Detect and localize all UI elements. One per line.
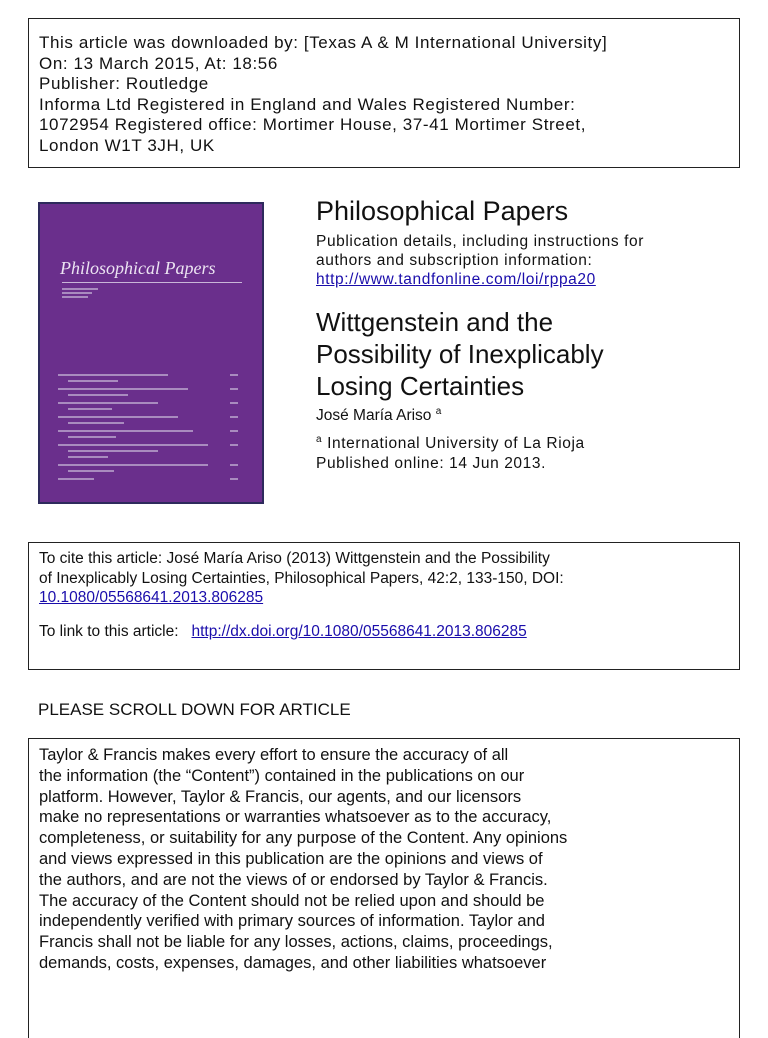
journal-title: Philosophical Papers bbox=[316, 196, 569, 226]
cover-contents-line bbox=[68, 408, 112, 410]
scroll-notice: PLEASE SCROLL DOWN FOR ARTICLE bbox=[38, 700, 351, 719]
author-affiliation-marker: a bbox=[435, 406, 442, 417]
citation-line: To cite this article: José María Ariso (2013) Wittgenstein and the Possibility bbox=[39, 550, 550, 567]
journal-url-link[interactable]: http://www.tandfonline.com/loi/rppa20 bbox=[316, 271, 596, 288]
cover-rule bbox=[62, 282, 242, 283]
cover-contents-line bbox=[58, 464, 208, 466]
cover-contents-line bbox=[68, 394, 128, 396]
cover-page-number bbox=[230, 388, 238, 390]
disclaimer-line: The accuracy of the Content should not be relied upon and should be bbox=[39, 891, 545, 910]
disclaimer-line: independently verified with primary sources of information. Taylor and bbox=[39, 912, 545, 931]
cover-page-number bbox=[230, 402, 238, 404]
article-title-line: Possibility of Inexplicably bbox=[316, 339, 604, 369]
cover-contents-line bbox=[68, 450, 158, 452]
cover-page-number bbox=[230, 478, 238, 480]
cover-volume-mark bbox=[62, 292, 92, 294]
disclaimer-line: demands, costs, expenses, damages, and other liabilities whatsoever bbox=[39, 953, 547, 972]
cover-contents-line bbox=[58, 388, 188, 390]
cover-contents-line bbox=[68, 422, 124, 424]
disclaimer-line: Francis shall not be liable for any losses, actions, claims, proceedings, bbox=[39, 933, 553, 952]
disclaimer-line: and views expressed in this publication are the opinions and views of bbox=[39, 849, 543, 868]
publication-details-line: authors and subscription information: bbox=[316, 252, 593, 269]
cover-contents-line bbox=[68, 380, 118, 382]
cover-contents-line bbox=[58, 374, 168, 376]
download-line: Informa Ltd Registered in England and Wales Registered Number: bbox=[39, 94, 576, 114]
journal-cover-panel bbox=[40, 204, 262, 502]
published-date: Published online: 14 Jun 2013. bbox=[316, 455, 546, 473]
cover-page-number bbox=[230, 430, 238, 432]
author-name bbox=[316, 406, 441, 425]
citation-line: of Inexplicably Losing Certainties, Philosophical Papers, 42:2, 133-150, DOI: bbox=[39, 569, 564, 587]
download-line: 1072954 Registered office: Mortimer House, 37-41 Mortimer Street, bbox=[39, 115, 587, 134]
cover-contents-line bbox=[58, 444, 208, 446]
cover-contents-line bbox=[58, 416, 178, 418]
disclaimer-line: Taylor & Francis makes every effort to ensure the accuracy of all bbox=[39, 746, 509, 764]
download-line: On: 13 March 2015, At: 18:56 bbox=[39, 53, 278, 73]
affiliation-marker: a bbox=[316, 434, 323, 445]
cover-page-number bbox=[230, 374, 238, 376]
cover-contents-line bbox=[68, 470, 114, 472]
publication-details-line: Publication details, including instructions for bbox=[316, 233, 645, 250]
article-link[interactable]: http://dx.doi.org/10.1080/05568641.2013.806285 bbox=[191, 622, 527, 640]
download-line: This article was downloaded by: [Texas A & M International University] bbox=[39, 33, 608, 52]
cover-page-number bbox=[230, 444, 238, 446]
disclaimer-line: the information (the “Content”) contained in the publications on our bbox=[39, 766, 525, 785]
disclaimer-line: completeness, or suitability for any purpose of the Content. Any opinions bbox=[39, 829, 568, 848]
cover-title: Philosophical Papers bbox=[60, 258, 216, 278]
author-name-text: José María Ariso bbox=[316, 407, 432, 425]
article-title bbox=[316, 306, 604, 402]
download-line: Publisher: Routledge bbox=[39, 74, 209, 93]
disclaimer-line: platform. However, Taylor & Francis, our agents, and our licensors bbox=[39, 787, 522, 806]
download-line: London W1T 3JH, UK bbox=[39, 135, 215, 155]
cover-page-number bbox=[230, 416, 238, 418]
cover-contents-line bbox=[68, 436, 116, 438]
cover-contents-line bbox=[58, 478, 94, 480]
disclaimer-box bbox=[28, 738, 740, 1038]
article-title-line: Losing Certainties bbox=[316, 371, 525, 401]
doi-link[interactable]: 10.1080/05568641.2013.806285 bbox=[39, 589, 264, 606]
cover-page-number bbox=[230, 464, 238, 466]
cover-contents-line bbox=[68, 456, 108, 458]
cover-contents-line bbox=[58, 430, 193, 432]
affiliation-name: International University of La Rioja bbox=[327, 435, 585, 453]
journal-cover-image bbox=[38, 202, 264, 504]
disclaimer-line: make no representations or warranties whatsoever as to the accuracy, bbox=[39, 808, 552, 827]
citation-box bbox=[28, 542, 740, 670]
affiliation-block bbox=[316, 430, 585, 474]
article-title-line: Wittgenstein and the bbox=[316, 307, 554, 337]
cover-contents-line bbox=[58, 402, 158, 404]
disclaimer-line: the authors, and are not the views of or endorsed by Taylor & Francis. bbox=[39, 870, 548, 889]
cover-volume-mark bbox=[62, 288, 98, 290]
link-label: To link to this article: bbox=[39, 622, 179, 640]
download-notice-box bbox=[28, 18, 740, 168]
cover-volume-mark bbox=[62, 296, 88, 298]
publication-details bbox=[316, 232, 644, 289]
